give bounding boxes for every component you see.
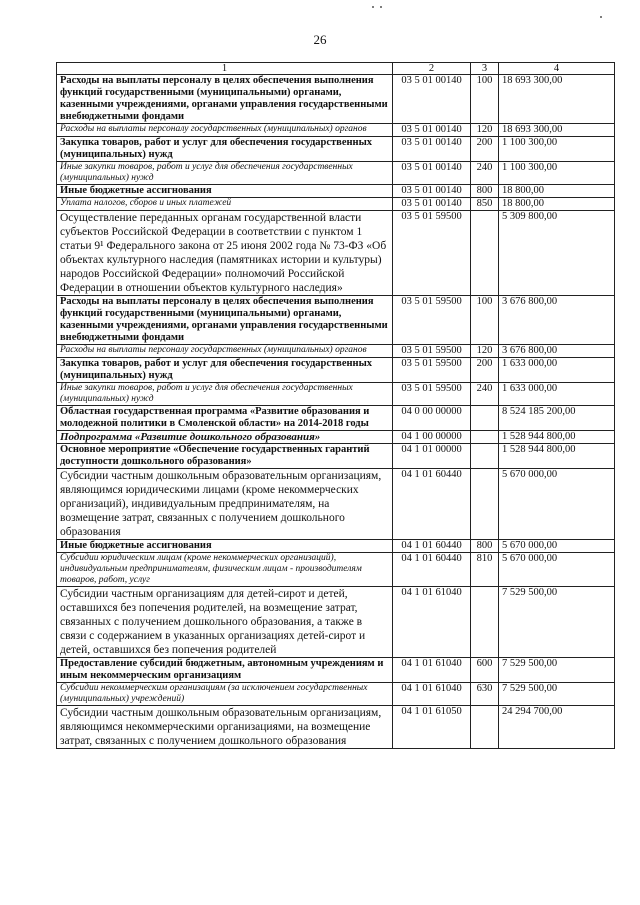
table-row — [57, 345, 615, 358]
target-article-code-cell: 04 1 01 61040 — [393, 587, 471, 658]
amount-cell: 1 633 000,00 — [499, 358, 615, 383]
expense-type-code-cell — [471, 406, 499, 431]
table-row — [57, 706, 615, 749]
table-row — [57, 75, 615, 124]
target-article-code-cell: 03 5 01 00140 — [393, 162, 471, 185]
table-row — [57, 162, 615, 185]
expense-name-cell: Расходы на выплаты персоналу государственных (муниципальных) органов — [57, 345, 393, 358]
amount-cell: 5 670 000,00 — [499, 540, 615, 553]
target-article-code-cell: 03 5 01 59500 — [393, 383, 471, 406]
target-article-code-cell: 04 1 00 00000 — [393, 431, 471, 444]
budget-table — [56, 62, 615, 749]
amount-cell: 24 294 700,00 — [499, 706, 615, 749]
amount-cell: 7 529 500,00 — [499, 683, 615, 706]
column-header-1: 1 — [57, 63, 393, 75]
target-article-code-cell: 03 5 01 00140 — [393, 137, 471, 162]
expense-type-code-cell: 100 — [471, 296, 499, 345]
table-row — [57, 540, 615, 553]
amount-cell: 1 633 000,00 — [499, 383, 615, 406]
expense-name-cell: Иные закупки товаров, работ и услуг для обеспечения государственных (муниципальных) нужд — [57, 162, 393, 185]
table-row — [57, 137, 615, 162]
expense-type-code-cell: 800 — [471, 185, 499, 198]
expense-type-code-cell — [471, 587, 499, 658]
table-row — [57, 124, 615, 137]
table-row — [57, 198, 615, 211]
amount-cell: 1 100 300,00 — [499, 137, 615, 162]
expense-name-cell: Расходы на выплаты персоналу государственных (муниципальных) органов — [57, 124, 393, 137]
expense-type-code-cell: 810 — [471, 553, 499, 587]
column-header-2: 2 — [393, 63, 471, 75]
expense-name-cell: Расходы на выплаты персоналу в целях обеспечения выполнения функций государственными (муниципальными) органами, казенными учреждениями, органами управления государственными внебюджетными фондами — [57, 296, 393, 345]
target-article-code-cell: 04 1 01 00000 — [393, 444, 471, 469]
target-article-code-cell: 03 5 01 00140 — [393, 198, 471, 211]
target-article-code-cell: 03 5 01 59500 — [393, 211, 471, 296]
expense-type-code-cell — [471, 431, 499, 444]
expense-name-cell: Субсидии частным дошкольным образовательным организациям, являющимся юридическими лицами (кроме некоммерческих организаций), индивидуальным предпринимателям, на возмещение затрат, связанных с получением дошкольного образования — [57, 469, 393, 540]
table-body — [57, 75, 615, 749]
expense-type-code-cell — [471, 211, 499, 296]
page-number: 26 — [313, 32, 327, 47]
expense-name-cell: Субсидии юридическим лицам (кроме некоммерческих организаций), индивидуальным предпринимателям, физическим лицам - производителям товаров, работ, услуг — [57, 553, 393, 587]
expense-name-cell: Областная государственная программа «Развитие образования и молодежной политики в Смоленской области» на 2014-2018 годы — [57, 406, 393, 431]
target-article-code-cell: 03 5 01 00140 — [393, 75, 471, 124]
expense-type-code-cell — [471, 444, 499, 469]
table-row — [57, 383, 615, 406]
target-article-code-cell: 04 1 01 60440 — [393, 540, 471, 553]
table-row — [57, 553, 615, 587]
amount-cell: 7 529 500,00 — [499, 587, 615, 658]
target-article-code-cell: 04 1 01 60440 — [393, 469, 471, 540]
expense-type-code-cell: 120 — [471, 345, 499, 358]
expense-type-code-cell: 600 — [471, 658, 499, 683]
expense-type-code-cell: 120 — [471, 124, 499, 137]
expense-name-cell: Иные бюджетные ассигнования — [57, 540, 393, 553]
scan-speck — [372, 6, 374, 8]
table-row — [57, 211, 615, 296]
target-article-code-cell: 04 1 01 60440 — [393, 553, 471, 587]
expense-type-code-cell: 850 — [471, 198, 499, 211]
amount-cell: 8 524 185 200,00 — [499, 406, 615, 431]
expense-type-code-cell: 630 — [471, 683, 499, 706]
target-article-code-cell: 03 5 01 59500 — [393, 296, 471, 345]
scan-speck — [380, 6, 382, 8]
amount-cell: 3 676 800,00 — [499, 296, 615, 345]
table-row — [57, 469, 615, 540]
amount-cell: 18 693 300,00 — [499, 124, 615, 137]
amount-cell: 18 800,00 — [499, 198, 615, 211]
expense-name-cell: Основное мероприятие «Обеспечение государственных гарантий доступности дошкольного образования» — [57, 444, 393, 469]
expense-name-cell: Уплата налогов, сборов и иных платежей — [57, 198, 393, 211]
target-article-code-cell: 04 1 01 61040 — [393, 658, 471, 683]
expense-type-code-cell — [471, 706, 499, 749]
expense-name-cell: Закупка товаров, работ и услуг для обеспечения государственных (муниципальных) нужд — [57, 358, 393, 383]
table-row — [57, 587, 615, 658]
expense-name-cell: Субсидии некоммерческим организациям (за исключением государственных (муниципальных) учреждений) — [57, 683, 393, 706]
target-article-code-cell: 03 5 01 00140 — [393, 185, 471, 198]
table-row — [57, 683, 615, 706]
expense-name-cell: Закупка товаров, работ и услуг для обеспечения государственных (муниципальных) нужд — [57, 137, 393, 162]
expense-name-cell: Иные бюджетные ассигнования — [57, 185, 393, 198]
target-article-code-cell: 04 1 01 61040 — [393, 683, 471, 706]
table-row — [57, 431, 615, 444]
amount-cell: 5 309 800,00 — [499, 211, 615, 296]
amount-cell: 7 529 500,00 — [499, 658, 615, 683]
amount-cell: 1 100 300,00 — [499, 162, 615, 185]
amount-cell: 5 670 000,00 — [499, 553, 615, 587]
target-article-code-cell: 03 5 01 00140 — [393, 124, 471, 137]
expense-type-code-cell — [471, 469, 499, 540]
expense-name-cell: Субсидии частным организациям для детей-сирот и детей, оставшихся без попечения родителей, на возмещение затрат, связанных с получением дошкольного образования, а также в связи с содержанием в указанных организациях детей-сирот и детей, оставшихся без попечения родителей — [57, 587, 393, 658]
expense-type-code-cell: 200 — [471, 358, 499, 383]
expense-type-code-cell: 200 — [471, 137, 499, 162]
table-row — [57, 296, 615, 345]
expense-name-cell: Субсидии частным дошкольным образовательным организациям, являющимся некоммерческими организациями, на возмещение затрат, связанных с получением дошкольного образования — [57, 706, 393, 749]
amount-cell: 5 670 000,00 — [499, 469, 615, 540]
amount-cell: 18 693 300,00 — [499, 75, 615, 124]
target-article-code-cell: 03 5 01 59500 — [393, 358, 471, 383]
amount-cell: 1 528 944 800,00 — [499, 444, 615, 469]
expense-type-code-cell: 240 — [471, 162, 499, 185]
table-row — [57, 444, 615, 469]
scan-speck — [600, 16, 602, 18]
amount-cell: 3 676 800,00 — [499, 345, 615, 358]
expense-type-code-cell: 800 — [471, 540, 499, 553]
table-header-row — [57, 63, 615, 75]
table-row — [57, 358, 615, 383]
column-header-3: 3 — [471, 63, 499, 75]
amount-cell: 1 528 944 800,00 — [499, 431, 615, 444]
expense-name-cell: Расходы на выплаты персоналу в целях обеспечения выполнения функций государственными (муниципальными) органами, казенными учреждениями, органами управления государственными внебюджетными фондами — [57, 75, 393, 124]
expense-type-code-cell: 240 — [471, 383, 499, 406]
target-article-code-cell: 04 0 00 00000 — [393, 406, 471, 431]
target-article-code-cell: 04 1 01 61050 — [393, 706, 471, 749]
column-header-4: 4 — [499, 63, 615, 75]
amount-cell: 18 800,00 — [499, 185, 615, 198]
target-article-code-cell: 03 5 01 59500 — [393, 345, 471, 358]
expense-name-cell: Предоставление субсидий бюджетным, автономным учреждениям и иным некоммерческим организациям — [57, 658, 393, 683]
table-row — [57, 406, 615, 431]
table-row — [57, 658, 615, 683]
expense-type-code-cell: 100 — [471, 75, 499, 124]
expense-name-cell: Осуществление переданных органам государственной власти субъектов Российской Федерации в соответствии с пунктом 1 статьи 9¹ Федерального закона от 25 июня 2002 года № 73-ФЗ «Об объектах культурного наследия (памятниках истории и культуры) народов Российской Федерации» полномочий Российской Федерации в отношении объектов культурного наследия» — [57, 211, 393, 296]
table-row — [57, 185, 615, 198]
expense-name-cell: Подпрограмма «Развитие дошкольного образования» — [57, 431, 393, 444]
expense-name-cell: Иные закупки товаров, работ и услуг для обеспечения государственных (муниципальных) нужд — [57, 383, 393, 406]
